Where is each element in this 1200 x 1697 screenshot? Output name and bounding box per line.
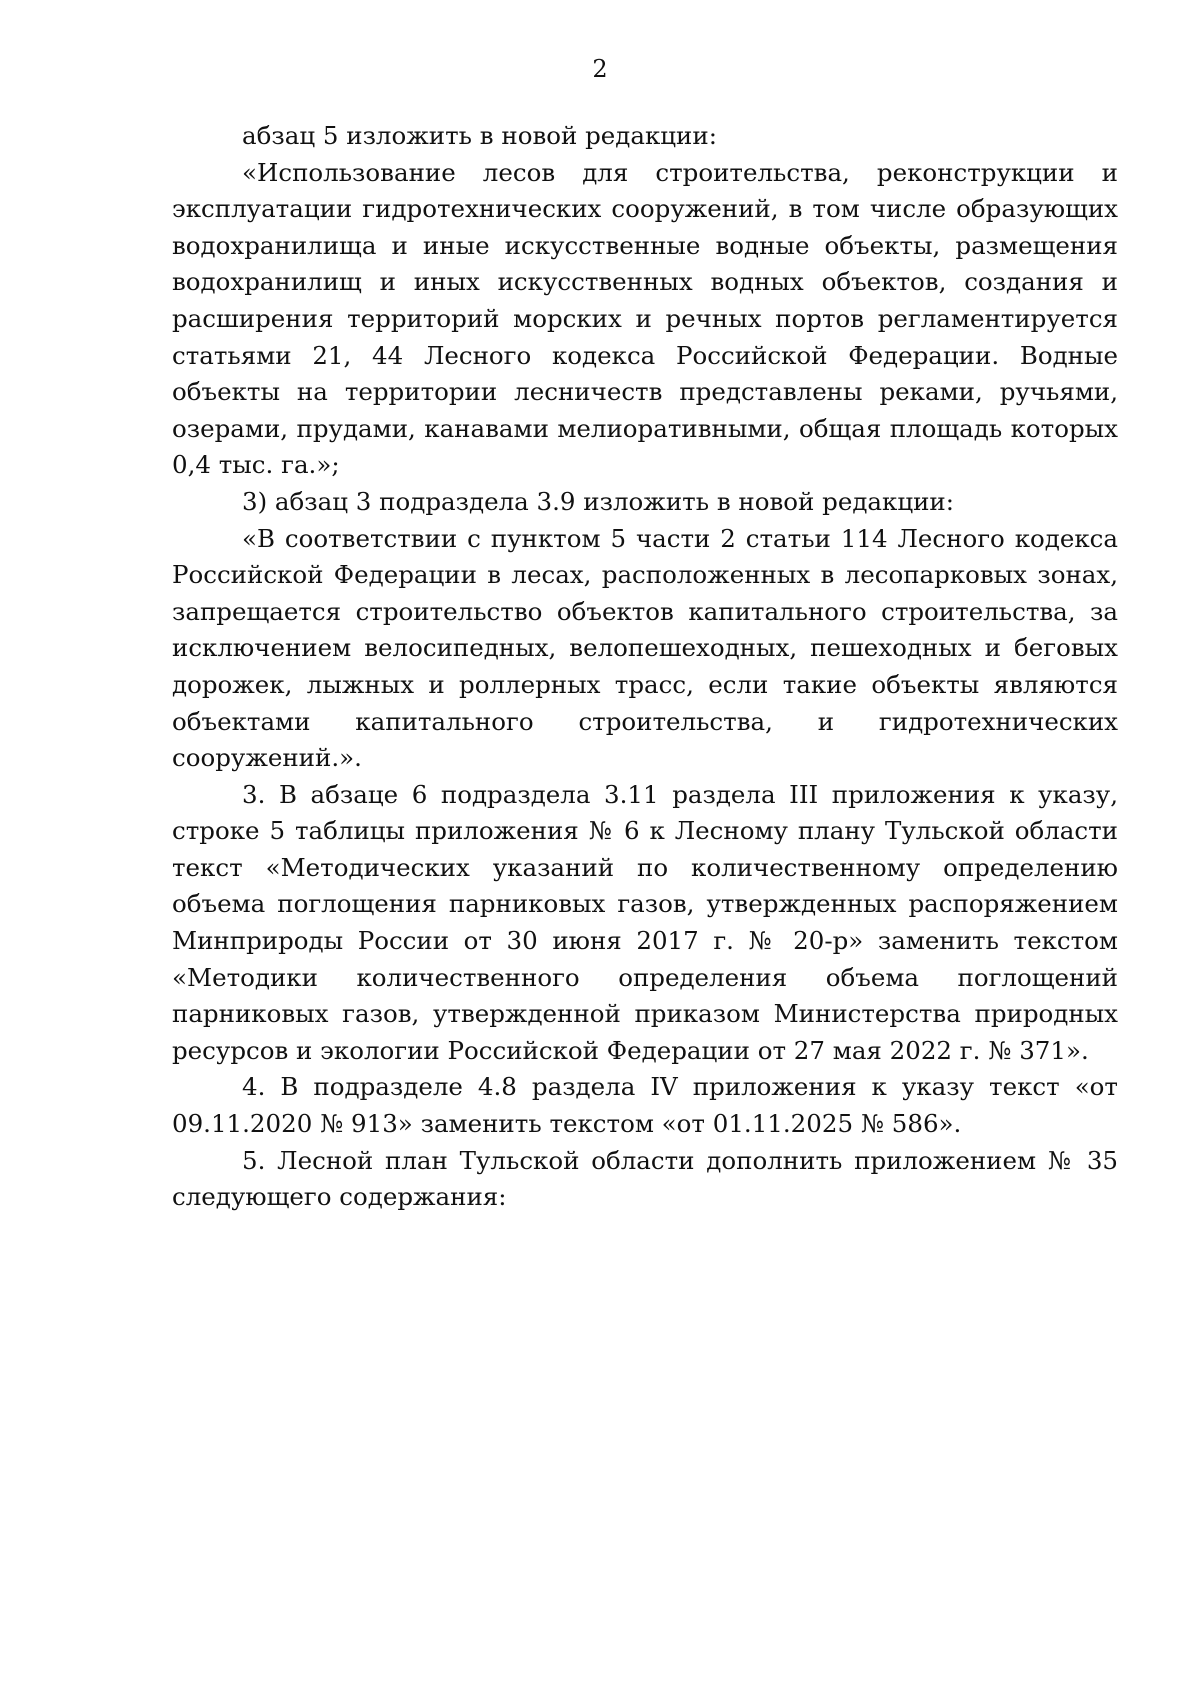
page-number: 2 [592,55,608,83]
paragraph-item-4: 4. В подразделе 4.8 раздела IV приложения к указу текст «от 09.11.2020 № 913» заменить текстом «от 01.11.2025 № 586». [172,1072,1118,1139]
paragraph-quote-forest-park-zones: «В соответствии с пунктом 5 части 2 статьи 114 Лесного кодекса Российской Федерации в лесах, расположенных в лесопарковых зонах, запрещается строительство объектов капитального строительства, за исключением велосипедных, велопешеходных, пешеходных и беговых дорожек, лыжных и роллерных трасс, если такие объекты являются объектами капитального строительства, и гидротехнических сооружений.». [172,523,1118,773]
paragraph-instruction-abzac-5: абзац 5 изложить в новой редакции: [242,121,717,150]
document-body [172,118,1118,1216]
paragraph-item-3: 3. В абзаце 6 подраздела 3.11 раздела III приложения к указу, строке 5 таблицы приложения № 6 к Лесному плану Тульской области текст «Методических указаний по количественному определению объема поглощения парниковых газов, утвержденных распоряжением Минприроды России от 30 июня 2017 г. № 20-р» заменить текстом «Методики количественного определения объема поглощений парниковых газов, утвержденной приказом Министерства природных ресурсов и экологии Российской Федерации от 27 мая 2022 г. № 371». [172,779,1118,1065]
paragraph-item-5: 5. Лесной план Тульской области дополнить приложением № 35 следующего содержания: [172,1145,1118,1212]
paragraph-instruction-abzac-3: 3) абзац 3 подраздела 3.9 изложить в новой редакции: [242,486,955,516]
paragraph-quote-water-objects: «Использование лесов для строительства, реконструкции и эксплуатации гидротехнических сооружений, в том числе образующих водохранилища и иные искусственные водные объекты, размещения водохранилищ и иных искусственных водных объектов, создания и расширения территорий морских и речных портов регламентируется статьями 21, 44 Лесного кодекса Российской Федерации. Водные объекты на территории лесничеств представлены реками, ручьями, озерами, прудами, канавами мелиоративными, общая площадь которых 0,4 тыс. га.»; [172,157,1118,480]
